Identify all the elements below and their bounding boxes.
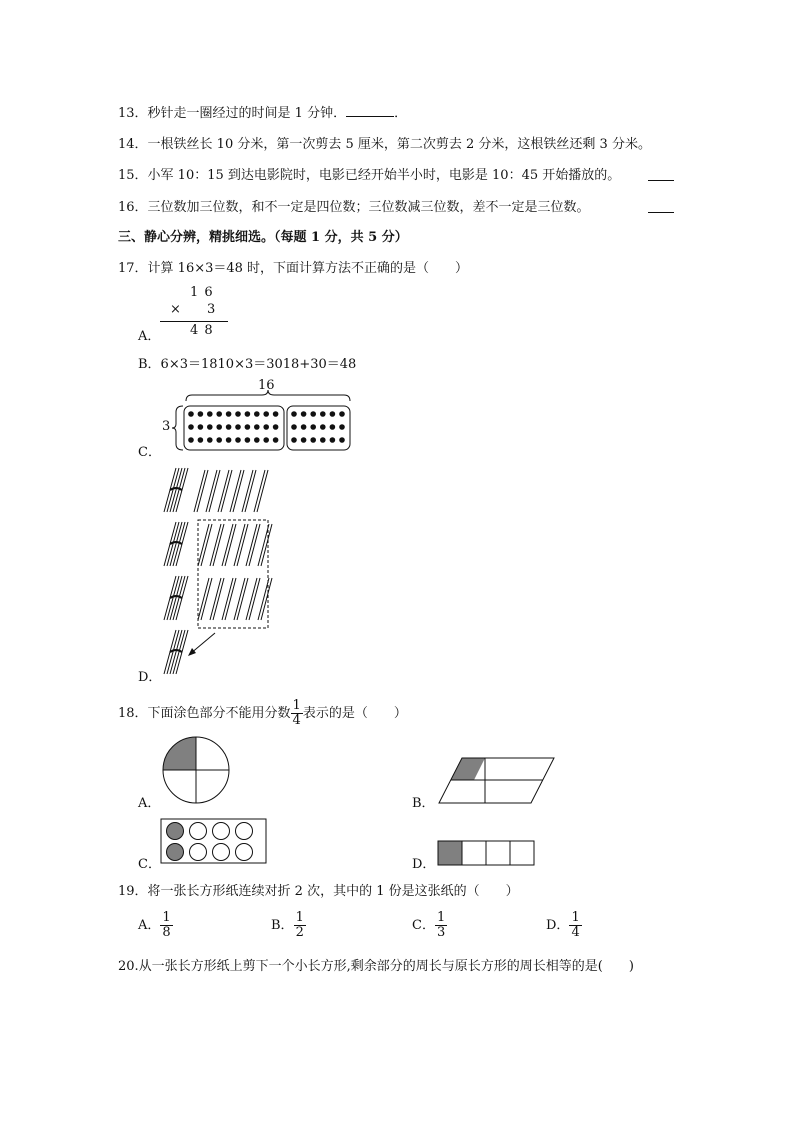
circle [190,844,207,861]
question-14-text: 14．一根铁丝长 10 分米，第一次剪去 5 厘米，第二次剪去 2 分米，这根铁丝还剩 3 分米。 [118,137,651,152]
q18-option-d-label[interactable]: D． [412,857,436,872]
q19-option-a[interactable]: A． $\frac{1}{8}$ [138,910,171,940]
question-16-text: 16．三位数加三位数，和不一定是四位数；三位数减三位数，差不一定是三位数。 [118,200,590,215]
q17-option-b-text[interactable]: B．6×3＝1810×3＝3018+30＝48 [138,357,357,372]
q17-a-top-number: 1 6 [190,285,214,300]
q17-a-times-sign: × [170,302,181,317]
q17-c-top-number: 16 [258,378,275,393]
question-17-stem: 17．计算 16×3＝48 时，下面计算方法不正确的是（ ） [118,261,469,276]
question-13-text: 13．秒针走一圈经过的时间是 1 分钟． [118,106,347,121]
q17-a-product: 4 8 [190,323,214,338]
q18-option-a-label[interactable]: A． [138,796,161,811]
section-3-title: 三、静心分辨，精挑细选。（每题 1 分，共 5 分） [118,230,408,245]
q18-fraction: $\frac{1}{4}$ [292,698,301,728]
circle [236,823,253,840]
question-15-text: 15．小军 10：15 到达电影院时，电影已经开始半小时，电影是 10：45 开始播放的。 [118,168,621,183]
q17-c-left-number: 3 [162,419,171,434]
circle [213,844,230,861]
circle [213,823,230,840]
q18-a-circle [163,737,229,803]
question-20-stem: 20.从一张长方形纸上剪下一个小长方形,剩余部分的周长与原长方形的周长相等的是( ) [118,959,634,974]
shaded-circle [167,823,184,840]
q18-option-b-label[interactable]: B． [412,796,435,811]
shaded-circle [167,844,184,861]
q18-option-c-label[interactable]: C． [138,857,161,872]
q17-option-c-label[interactable]: C． [138,445,161,460]
q17-option-d-label[interactable]: D． [138,670,162,685]
q17-a-multiplier: 3 [207,302,216,317]
q19-option-d[interactable]: D． $\frac{1}{4}$ [546,910,580,940]
q18-d-squares [438,841,534,865]
q19-option-b[interactable]: B． $\frac{1}{2}$ [271,910,304,940]
circle [190,823,207,840]
q18-c-circles [161,819,266,863]
question-19-stem: 19．将一张长方形纸连续对折 2 次，其中的 1 份是这张纸的（ ） [118,884,519,899]
q19-option-c[interactable]: C． $\frac{1}{3}$ [412,910,446,940]
question-18-stem: 18．下面涂色部分不能用分数 $\frac{1}{4}$ 表示的是（ ） [118,698,407,728]
question-13: 13．秒针走一圈经过的时间是 1 分钟． ． [118,106,408,121]
q18-b-parallelogram [439,758,554,803]
q17-option-a-label[interactable]: A． [138,329,161,344]
circle [236,844,253,861]
